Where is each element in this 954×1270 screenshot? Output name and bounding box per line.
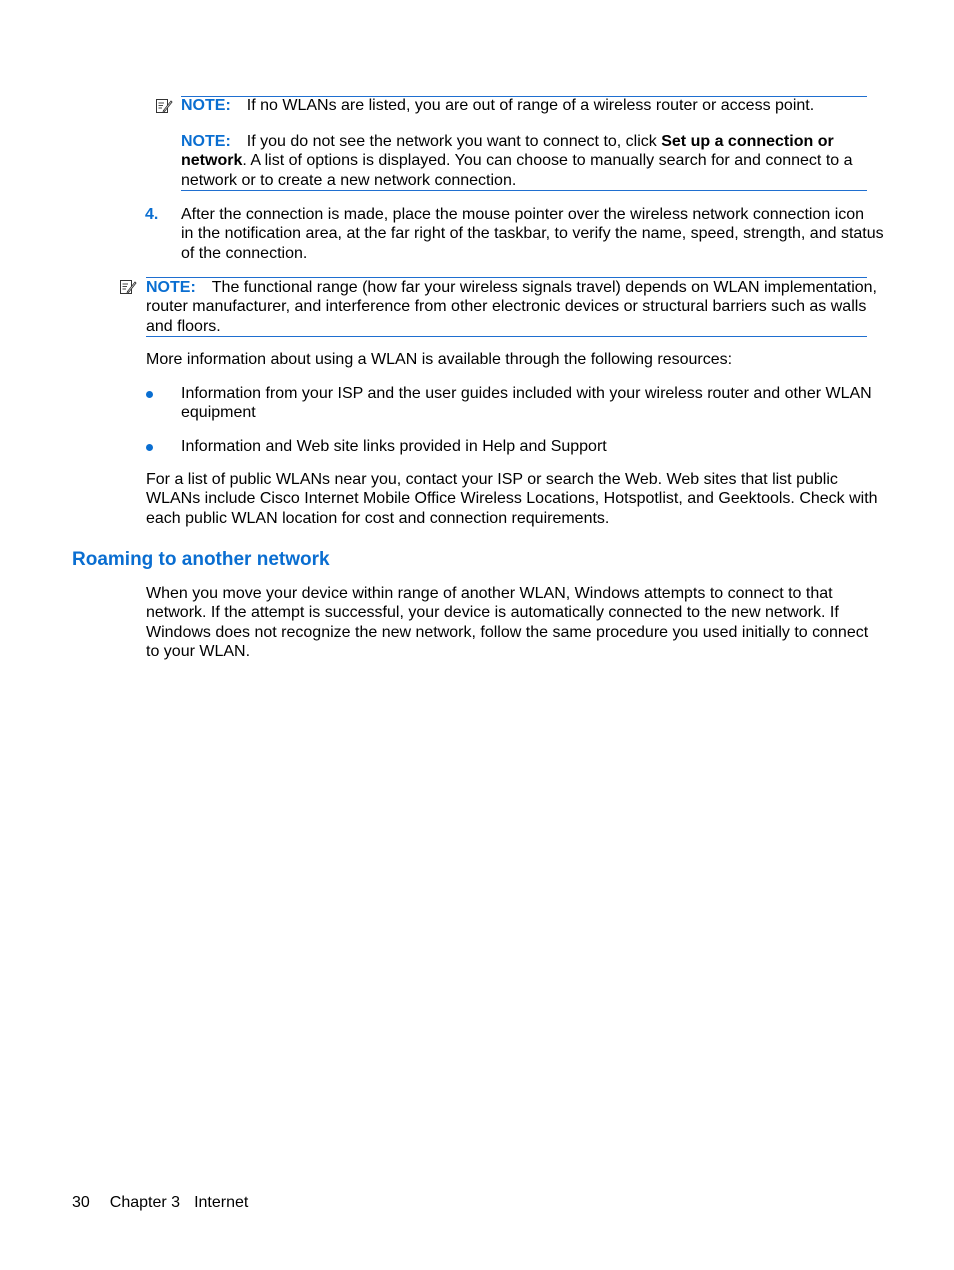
note-label: NOTE: <box>181 97 231 114</box>
note-icon <box>119 278 137 296</box>
resources-intro: More information about using a WLAN is available through the following resources: <box>146 351 733 368</box>
note-label: NOTE: <box>146 279 196 296</box>
public-wlans-paragraph <box>146 470 878 528</box>
note-3-line: and floors. <box>146 317 221 335</box>
footer-chapter: Chapter 3 <box>109 1194 181 1211</box>
bullet-line: Information and Web site links provided in Help and Support <box>181 438 607 455</box>
paragraph-line: network. If the attempt is successful, your device is automatically connected to the new network. If <box>146 604 839 622</box>
step-number: 4. <box>145 206 159 223</box>
note-block-bottom-rule <box>181 190 867 191</box>
step-4-line: in the notification area, at the far right of the taskbar, to verify the name, speed, strength, and status <box>181 225 884 243</box>
roaming-paragraph <box>146 584 868 662</box>
footer-chapter-title: Internet <box>194 1194 249 1211</box>
page-number: 30 <box>72 1194 90 1211</box>
step-4-text <box>181 205 884 263</box>
bullet-line: Information from your ISP and the user guides included with your wireless router and other WLAN <box>181 385 872 402</box>
note-2-line-1-pre: If you do not see the network you want to connect to, click <box>246 133 662 150</box>
note-2-line-1-bold: Set up a connection or <box>661 133 834 150</box>
page-footer <box>72 1193 248 1212</box>
bullet-icon <box>146 391 153 398</box>
note-3-line-1: The functional range (how far your wireless signals travel) depends on WLAN implementation, <box>211 279 877 296</box>
note-2-line-2-post: . A list of options is displayed. You can choose to manually search for and connect to a <box>242 152 853 170</box>
note-3 <box>146 278 877 336</box>
note-3-line: router manufacturer, and interference from other electronic devices or structural barriers such as walls <box>146 298 867 316</box>
bullet-icon <box>146 444 153 451</box>
paragraph-line: WLANs include Cisco Internet Mobile Office Wireless Locations, Hotspotlist, and Geektools. Check with <box>146 490 878 508</box>
note-1-text: If no WLANs are listed, you are out of range of a wireless router or access point. <box>246 97 815 114</box>
paragraph-line: For a list of public WLANs near you, contact your ISP or search the Web. Web sites that list public <box>146 471 838 488</box>
note-2 <box>181 132 853 190</box>
paragraph-line: to your WLAN. <box>146 643 251 661</box>
step-4-line: After the connection is made, place the mouse pointer over the wireless network connection icon <box>181 206 865 223</box>
bullet-item <box>181 384 872 423</box>
step-4-line: of the connection. <box>181 244 308 262</box>
note-3-bottom-rule <box>146 336 867 337</box>
bullet-item <box>181 437 607 456</box>
section-heading: Roaming to another network <box>72 549 330 570</box>
paragraph-line: Windows does not recognize the new network, follow the same procedure you used initially to connect <box>146 623 869 641</box>
note-label: NOTE: <box>181 133 231 150</box>
note-2-line-2-bold: network <box>181 152 243 170</box>
paragraph-line: each public WLAN location for cost and connection requirements. <box>146 509 610 527</box>
paragraph-line: When you move your device within range of another WLAN, Windows attempts to connect to that <box>146 585 833 602</box>
bullet-line: equipment <box>181 404 256 422</box>
note-icon <box>155 97 173 115</box>
note-1 <box>181 96 814 115</box>
note-2-line-3: network or to create a new network connection. <box>181 171 517 189</box>
